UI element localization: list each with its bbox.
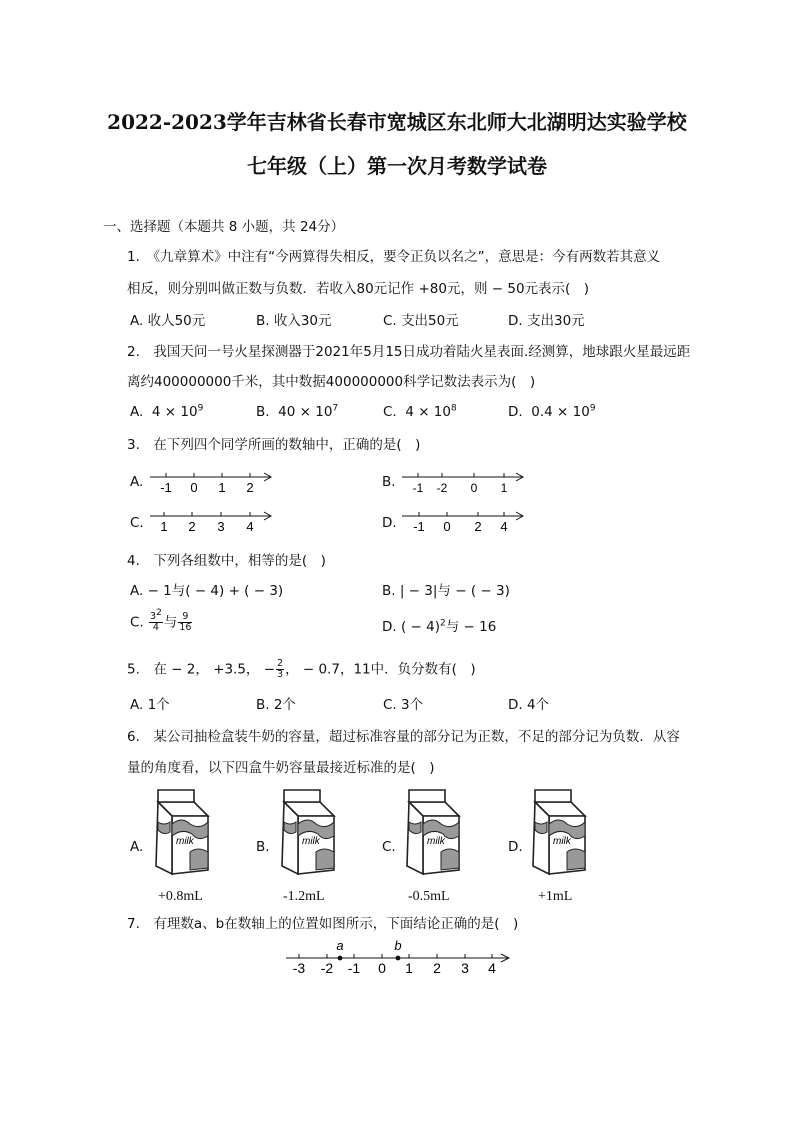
point-b-label: b bbox=[394, 938, 402, 953]
milk-label: milk bbox=[176, 836, 194, 847]
milk-carton-icon bbox=[150, 786, 216, 880]
tick-label: 1 bbox=[160, 519, 168, 534]
tick-label: 2 bbox=[433, 960, 441, 976]
q3-line-1: 3. 在下列四个同学所画的数轴中，正确的是( ) bbox=[127, 437, 421, 453]
q6-caption-d: +1mL bbox=[538, 889, 573, 904]
milk-carton-icon bbox=[401, 786, 467, 880]
q3-number-line-b bbox=[400, 468, 530, 496]
exam-title-line-2: 七年级（上）第一次月考数学试卷 bbox=[247, 154, 547, 178]
q7-line-1: 7. 有理数a、b在数轴上的位置如图所示，下面结论正确的是( ) bbox=[127, 916, 519, 932]
q3-option-c-label: C. bbox=[130, 515, 144, 531]
q6-option-d-label: D. bbox=[508, 839, 523, 855]
q1-line-2: 相反，则分别叫做正数与负数．若收入80元记作 +80元，则 − 50元表示( ) bbox=[127, 281, 590, 297]
tick-label: 4 bbox=[488, 960, 496, 976]
q5-option-b: B. 2个 bbox=[256, 697, 296, 713]
tick-label: -1 bbox=[413, 519, 425, 534]
tick-label: 2 bbox=[474, 519, 482, 534]
point-a bbox=[338, 956, 343, 961]
q2-option-a: A. $4 \times 10^9$ bbox=[130, 403, 204, 420]
tick-label: -2 bbox=[320, 960, 334, 976]
tick-label: 2 bbox=[188, 519, 196, 534]
q6-caption-b: -1.2mL bbox=[283, 889, 325, 904]
tick-label: -2 bbox=[436, 481, 448, 495]
q1-line-1: 1. 《九章算术》中注有“今两算得失相反，要令正负以名之”，意思是：今有两数若其意义 bbox=[127, 249, 661, 265]
q5-option-c: C. 3个 bbox=[383, 697, 424, 713]
q3-number-line-d bbox=[400, 507, 530, 535]
exam-title-line-1: 2022-2023学年吉林省长春市宽城区东北师大北湖明达实验学校 bbox=[107, 110, 687, 134]
tick-label: -1 bbox=[412, 481, 424, 495]
q6-line-1: 6. 某公司抽检盒装牛奶的容量，超过标准容量的部分记为正数，不足的部分记为负数．从容 bbox=[127, 729, 680, 745]
q6-option-a-label: A. bbox=[130, 839, 144, 855]
milk-label: milk bbox=[427, 836, 445, 847]
tick-label: 3 bbox=[217, 519, 225, 534]
q3-option-d-label: D. bbox=[382, 515, 397, 531]
tick-label: 0 bbox=[470, 481, 478, 495]
tick-label: 0 bbox=[443, 519, 451, 534]
tick-label: -1 bbox=[347, 960, 361, 976]
q3-option-a-label: A. bbox=[130, 474, 144, 490]
q1-option-c: C. 支出50元 bbox=[383, 313, 459, 329]
q2-line-2: 离约400000000千米，其中数据400000000科学记数法表示为( ) bbox=[127, 374, 536, 390]
tick-label: 2 bbox=[246, 480, 254, 495]
milk-carton-icon bbox=[276, 786, 342, 880]
milk-label: milk bbox=[553, 836, 571, 847]
tick-label: 0 bbox=[378, 960, 386, 976]
q3-number-line-a bbox=[148, 468, 278, 496]
q4-line-1: 4. 下列各组数中，相等的是( ) bbox=[127, 553, 326, 569]
q3-option-b-label: B. bbox=[382, 474, 396, 490]
q2-line-1: 2. 我国天问一号火星探测器于2021年5月15日成功着陆火星表面.经测算，地球跟火星最远距 bbox=[127, 344, 691, 360]
q5-line-1: 5. 在 − 2， +3.5， − $\frac{2}{3}$ ， − 0.7，11中．负分数有( ) bbox=[127, 658, 476, 680]
q6-option-c-label: C. bbox=[382, 839, 396, 855]
q3-number-line-c bbox=[148, 507, 278, 535]
section-heading: 一、选择题（本题共 8 小题，共 24分） bbox=[103, 219, 345, 235]
tick-label: 4 bbox=[500, 519, 508, 534]
q1-option-d: D. 支出30元 bbox=[508, 313, 585, 329]
tick-label: 1 bbox=[218, 480, 226, 495]
q4-option-b: B. | − 3|与 − ( − 3) bbox=[382, 583, 510, 599]
q5-option-a: A. 1个 bbox=[130, 697, 170, 713]
q6-line-2: 量的角度看，以下四盒牛奶容量最接近标准的是( ) bbox=[127, 760, 435, 776]
point-b bbox=[396, 956, 401, 961]
q2-option-c: C. $4 \times 10^8$ bbox=[383, 403, 457, 420]
point-a-label: a bbox=[336, 938, 344, 953]
q5-option-d: D. 4个 bbox=[508, 697, 550, 713]
q1-option-b: B. 收入30元 bbox=[256, 313, 332, 329]
tick-label: 1 bbox=[405, 960, 413, 976]
tick-label: 1 bbox=[500, 481, 508, 495]
tick-label: -3 bbox=[292, 960, 306, 976]
q6-option-b-label: B. bbox=[256, 839, 270, 855]
tick-label: 0 bbox=[190, 480, 198, 495]
q4-option-d: D. ( − 4)$^2$与 − 16 bbox=[382, 618, 497, 635]
q2-option-d: D. $0.4 \times 10^9$ bbox=[508, 403, 596, 420]
tick-label: 4 bbox=[246, 519, 254, 534]
q6-caption-c: -0.5mL bbox=[408, 889, 450, 904]
q2-option-b: B. $40 \times 10^7$ bbox=[256, 403, 339, 420]
tick-label: 3 bbox=[461, 960, 469, 976]
milk-label: milk bbox=[302, 836, 320, 847]
tick-label: -1 bbox=[160, 480, 172, 495]
q4-option-c: C. $\frac{3^2}{4}$ 与 $\frac{9}{16}$ bbox=[130, 607, 192, 633]
q4-option-a: A. − 1与( − 4) + ( − 3) bbox=[130, 583, 284, 599]
milk-carton-icon bbox=[527, 786, 593, 880]
q7-number-line bbox=[282, 938, 514, 978]
q6-caption-a: +0.8mL bbox=[158, 889, 203, 904]
q1-option-a: A. 收人50元 bbox=[130, 313, 206, 329]
